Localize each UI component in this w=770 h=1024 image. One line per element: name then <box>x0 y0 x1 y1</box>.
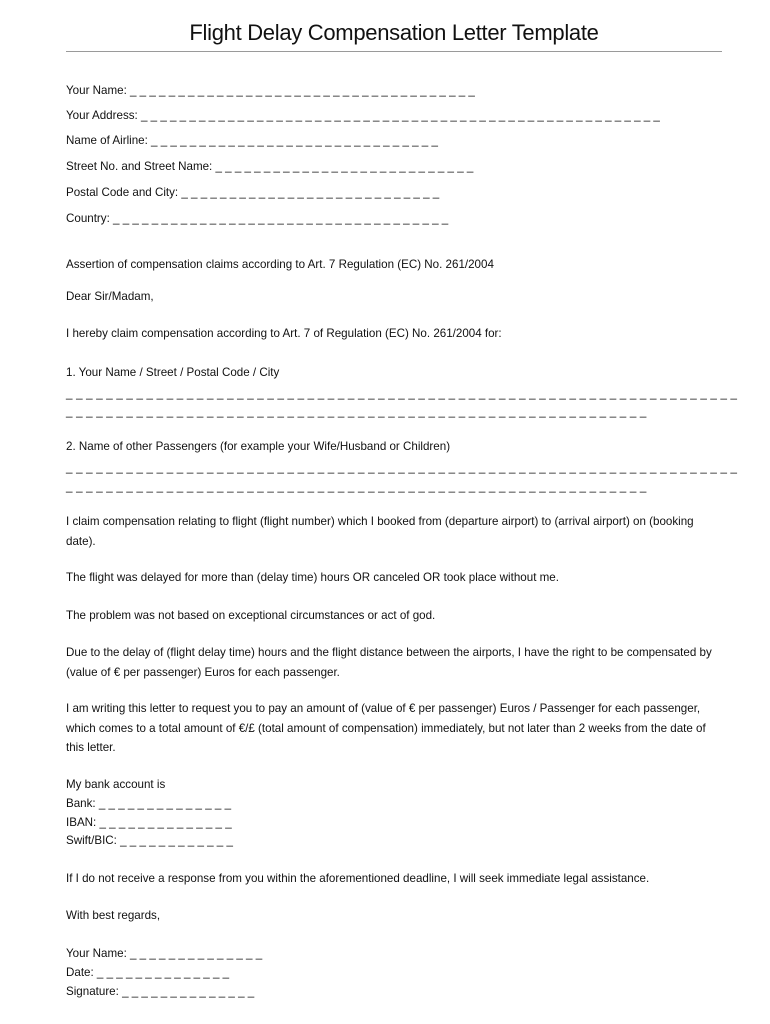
street-field: Street No. and Street Name: _ _ _ _ _ _ _ _ _ _ _ _ _ _ _ _ _ _ _ _ _ _ _ _ _ _ _ <box>66 160 474 173</box>
payment-request-paragraph: I am writing this letter to request you to pay an amount of (value of € per passenger) Euros / Passenger for each passenger, which comes to a total amount of €/£ (total amount of compensation) immediately, but not later than 2 weeks from the date of this letter. <box>66 702 706 754</box>
delay-paragraph: The flight was delayed for more than (delay time) hours OR canceled OR took place without me. <box>66 571 559 584</box>
signoff-date-field: Date: _ _ _ _ _ _ _ _ _ _ _ _ _ _ <box>66 966 230 979</box>
your-address-field: Your Address: _ _ _ _ _ _ _ _ _ _ _ _ _ _ _ _ _ _ _ _ _ _ _ _ _ _ _ _ _ _ _ _ _ _ _ _ _ _ _ _ _ _ _ _ _ _ _ _ _ _ _ _ _ _ <box>66 109 660 122</box>
your-name-field: Your Name: _ _ _ _ _ _ _ _ _ _ _ _ _ _ _ _ _ _ _ _ _ _ _ _ _ _ _ _ _ _ _ _ _ _ _ _ <box>66 84 475 97</box>
postal-city-field: Postal Code and City: _ _ _ _ _ _ _ _ _ _ _ _ _ _ _ _ _ _ _ _ _ _ _ _ _ _ _ <box>66 186 440 199</box>
legal-assistance-paragraph: If I do not receive a response from you within the aforementioned deadline, I will seek immediate legal assistance. <box>66 872 650 885</box>
distance-paragraph: Due to the delay of (flight delay time) hours and the flight distance between the airports, I have the right to be compensated by (value of € per passenger) Euros for each passenger. <box>66 646 712 679</box>
item-2-blank-line: _ _ _ _ _ _ _ _ _ _ _ _ _ _ _ _ _ _ _ _ _ _ _ _ _ _ _ _ _ _ _ _ _ _ _ _ _ _ _ _ _ _ _ _ _ _ _ _ _ _ _ _ _ _ _ _ _ _ _ _ _ _ _ _ _ _ _ <box>66 461 738 474</box>
bank-field: Bank: _ _ _ _ _ _ _ _ _ _ _ _ _ _ <box>66 797 232 810</box>
item-1-blank-line: _ _ _ _ _ _ _ _ _ _ _ _ _ _ _ _ _ _ _ _ _ _ _ _ _ _ _ _ _ _ _ _ _ _ _ _ _ _ _ _ _ _ _ _ _ _ _ _ _ _ _ _ _ _ _ _ _ _ <box>66 405 647 418</box>
signoff-name-field: Your Name: _ _ _ _ _ _ _ _ _ _ _ _ _ _ <box>66 947 263 960</box>
swift-bic-field: Swift/BIC: _ _ _ _ _ _ _ _ _ _ _ _ <box>66 834 233 847</box>
title-divider <box>66 51 722 52</box>
iban-field: IBAN: _ _ _ _ _ _ _ _ _ _ _ _ _ _ <box>66 816 232 829</box>
salutation: Dear Sir/Madam, <box>66 290 154 303</box>
claim-intro: I hereby claim compensation according to Art. 7 of Regulation (EC) No. 261/2004 for: <box>66 327 502 340</box>
country-field: Country: _ _ _ _ _ _ _ _ _ _ _ _ _ _ _ _ _ _ _ _ _ _ _ _ _ _ _ _ _ _ _ _ _ _ _ <box>66 212 449 225</box>
assertion-line: Assertion of compensation claims according to Art. 7 Regulation (EC) No. 261/2004 <box>66 258 494 271</box>
signature-field: Signature: _ _ _ _ _ _ _ _ _ _ _ _ _ _ <box>66 985 255 998</box>
item-2-label: 2. Name of other Passengers (for example your Wife/Husband or Children) <box>66 440 451 453</box>
item-1-label: 1. Your Name / Street / Postal Code / City <box>66 366 280 379</box>
bank-heading: My bank account is <box>66 778 166 791</box>
item-1-blank-line: _ _ _ _ _ _ _ _ _ _ _ _ _ _ _ _ _ _ _ _ _ _ _ _ _ _ _ _ _ _ _ _ _ _ _ _ _ _ _ _ _ _ _ _ _ _ _ _ _ _ _ _ _ _ _ _ _ _ _ _ _ _ _ _ _ _ _ <box>66 387 738 400</box>
item-2-blank-line: _ _ _ _ _ _ _ _ _ _ _ _ _ _ _ _ _ _ _ _ _ _ _ _ _ _ _ _ _ _ _ _ _ _ _ _ _ _ _ _ _ _ _ _ _ _ _ _ _ _ _ _ _ _ _ _ _ _ <box>66 480 647 493</box>
flight-claim-paragraph: I claim compensation relating to flight (flight number) which I booked from (departure airport) to (arrival airport) on (booking date). <box>66 515 694 548</box>
page-title: Flight Delay Compensation Letter Template <box>189 20 599 45</box>
closing: With best regards, <box>66 909 161 922</box>
airline-name-field: Name of Airline: _ _ _ _ _ _ _ _ _ _ _ _ _ _ _ _ _ _ _ _ _ _ _ _ _ _ _ _ _ _ <box>66 134 438 147</box>
circumstances-paragraph: The problem was not based on exceptional circumstances or act of god. <box>66 609 436 622</box>
